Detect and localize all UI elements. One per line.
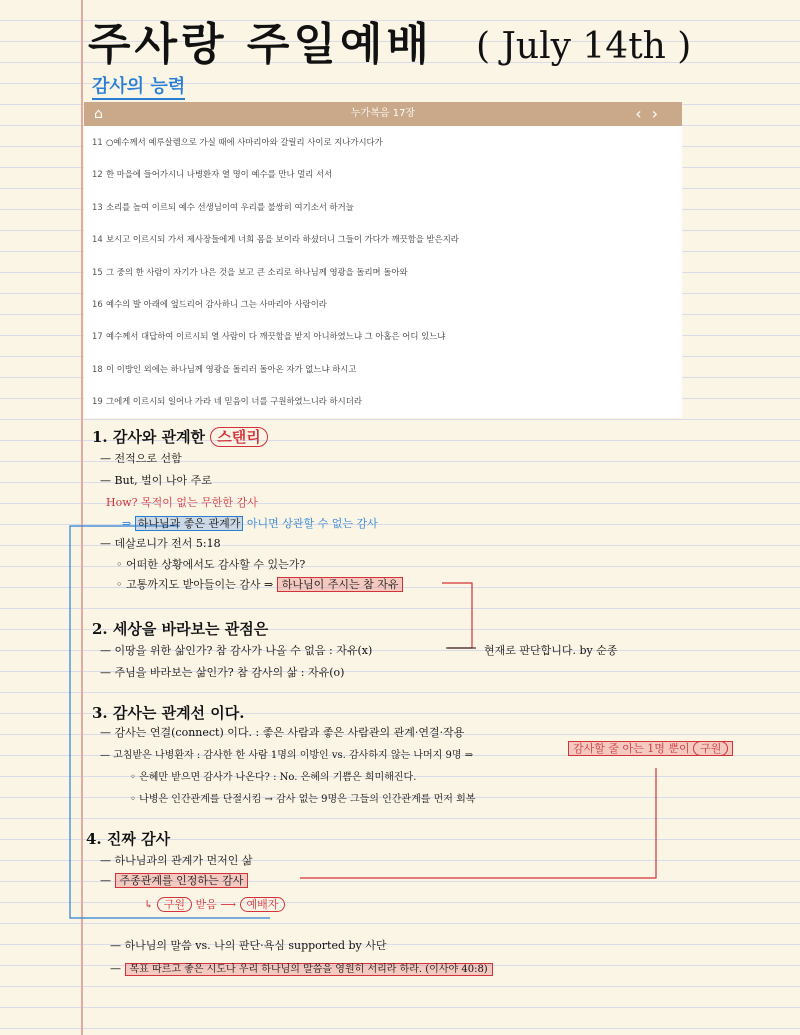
s4-highlight-red: 주종관계를 인정하는 감사 (115, 873, 249, 888)
s4-line-4: — 하나님의 말씀 vs. 나의 판단·욕심 supported by 사단 (110, 939, 387, 952)
verse-text: 소리를 높여 이르되 예수 선생님이여 우리를 불쌍히 여기소서 하거늘 (106, 201, 354, 212)
date-label: ( July 14th ) (476, 26, 692, 67)
s4-line-2: — 주종관계를 인정하는 감사 (100, 872, 248, 888)
s3-highlight-text: 감사할 줄 아는 1명 뿐이 (573, 742, 690, 755)
s1-line-4-rest: 아니면 상관할 수 없는 감사 (246, 517, 378, 530)
verse-row (92, 201, 354, 213)
verse-row (92, 233, 459, 245)
s1-line-3: How? 목적이 없는 무한한 감사 (106, 496, 258, 509)
page-title: 주사랑 주일예배 (88, 19, 433, 70)
verse-text: 그에게 이르시되 일어나 가라 네 믿음이 너를 구원하였느니라 하시더라 (106, 396, 362, 407)
s2-line-1 (100, 642, 372, 658)
s1-line-1: — 전적으로 선함 (100, 452, 182, 465)
verse-number: 14 (92, 234, 103, 245)
section-1-heading (92, 426, 268, 447)
verse-row (92, 266, 408, 278)
s1-line-2: — But, 벌이 나아 주로 (100, 474, 212, 487)
subtitle: 감사의 능력 (92, 76, 185, 100)
s3-line-4: ◦ 나병은 인간관계를 단절시킴 → 감사 없는 9명은 그들의 인간관계를 먼저 회복 (130, 794, 476, 805)
verse-row (92, 136, 383, 148)
s4-highlight-verse: 목표 따르고 좋은 시도나 우리 하나님의 말씀을 영원히 서리라 하라. (이사야 40:8) (125, 963, 493, 976)
s3-highlight-box (568, 741, 733, 756)
verse-text: ○예수께서 예루살렘으로 가실 때에 사마리아와 갈릴리 사이로 지나가시다가 (106, 137, 383, 147)
s4-circled-word: 구원 (157, 897, 192, 912)
s3-highlight (568, 740, 733, 756)
verse-text: 보시고 이르시되 가서 제사장들에게 너희 몸을 보이라 하셨더니 그들이 가다가 깨끗함을 받은지라 (106, 234, 459, 245)
s1-highlight-blue: 하나님과 좋은 관계가 (135, 516, 244, 531)
s1-line-7-text: ◦ 고통까지도 받아들이는 감사 ⇒ (116, 578, 274, 591)
chapter-nav (635, 102, 668, 126)
verse-row (92, 168, 332, 180)
s3-line-3: ◦ 은혜만 받으면 감사가 나온다? : No. 은혜의 기쁨은 희미해진다. (130, 772, 417, 783)
chevron-left-icon[interactable]: ‹ (635, 104, 652, 123)
s1-line-5: — 데살로니가 전서 5:18 (100, 537, 221, 550)
s2-line-1-result: 현재로 판단합니다. by 순종 (484, 644, 618, 657)
s4-line-3-mid: 받음 (195, 898, 217, 911)
s1-highlight-red: 하나님이 주시는 참 자유 (277, 577, 404, 592)
section-3-heading: 3. 감사는 관계선 이다. (92, 704, 245, 722)
section-1-circled-word: 스탠리 (210, 427, 267, 447)
verse-number: 18 (92, 363, 103, 374)
s2-line-1-text: — 이땅을 위한 삶인가? 참 감사가 나올 수 없음 : 자유(x) (100, 644, 373, 657)
chevron-right-icon[interactable]: › (651, 104, 668, 123)
verse-number: 15 (92, 266, 103, 277)
bible-header-bar (84, 102, 682, 126)
verse-row (92, 395, 362, 407)
s1-line-6: ◦ 어떠한 상황에서도 감사할 수 있는가? (116, 558, 306, 571)
s2-line-2: — 주님을 바라보는 삶인가? 참 감사의 삶 : 자유(o) (100, 666, 345, 679)
verse-number: 19 (92, 396, 103, 407)
section-2-heading: 2. 세상을 바라보는 관점은 (92, 620, 269, 638)
verse-row (92, 330, 445, 342)
s4-line-5: — 목표 따르고 좋은 시도나 우리 하나님의 말씀을 영원히 서리라 하라. (이사야 40:8) (110, 960, 493, 975)
chapter-title: 누가복음 17장 (350, 108, 416, 119)
verse-text: 한 마을에 들어가시니 나병환자 열 명이 예수를 만나 멀리 서서 (106, 169, 333, 180)
s1-line-7 (116, 576, 403, 592)
verse-row (92, 363, 357, 375)
s4-line-3: ↳ 구원 받음 ⟶ 예배자 (144, 896, 285, 912)
verse-number: 17 (92, 331, 103, 342)
s3-line-2: — 고침받은 나병환자 : 감사한 한 사람 1명의 이방인 vs. 감사하지 않는 나머지 9명 ⇒ (100, 750, 474, 761)
home-icon[interactable]: ⌂ (94, 106, 103, 122)
verse-text: 이 이방인 외에는 하나님께 영광을 돌리러 돌아온 자가 없느냐 하시고 (106, 363, 357, 374)
s4-oval-word: 예배자 (240, 897, 286, 912)
section-4-heading: 4. 진짜 감사 (86, 830, 171, 848)
section-1-title: 1. 감사와 관계한 (92, 428, 206, 446)
bible-passage-panel (84, 102, 682, 418)
s4-line-1: — 하나님과의 관계가 먼저인 삶 (100, 854, 253, 867)
verse-text: 그 중의 한 사람이 자기가 나은 것을 보고 큰 소리로 하나님께 영광을 돌리며 돌아와 (106, 266, 408, 277)
s1-arrow: ⇒ (122, 517, 132, 530)
verse-row (92, 298, 327, 310)
verse-number: 12 (92, 169, 103, 180)
s3-line-1: — 감사는 연결(connect) 이다. : 좋은 사람과 좋은 사람관의 관계·연결·작용 (100, 726, 465, 739)
verse-number: 16 (92, 299, 103, 309)
verse-number: 13 (92, 201, 103, 212)
verse-number: 11 (92, 137, 103, 147)
s3-circled-word: 구원 (693, 741, 728, 756)
verse-text: 예수의 발 아래에 엎드리어 감사하니 그는 사마리아 사람이라 (106, 299, 327, 309)
s1-line-4 (122, 515, 378, 531)
verse-text: 예수께서 대답하여 이르시되 열 사람이 다 깨끗함을 받지 아니하였느냐 그 아홉은 어디 있느냐 (106, 331, 446, 342)
